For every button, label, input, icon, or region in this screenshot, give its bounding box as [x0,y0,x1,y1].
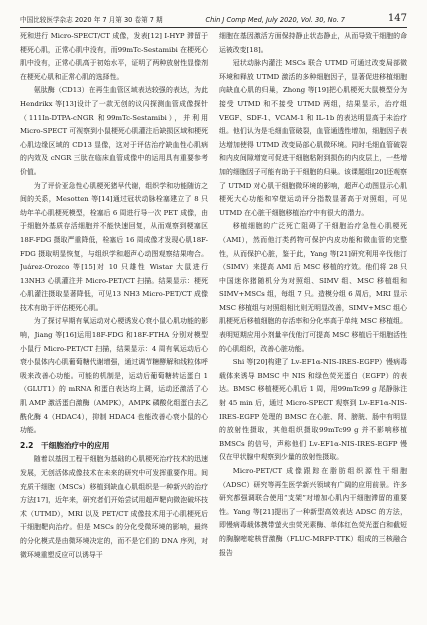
section-heading: 2.2 干细胞治疗中的应用 [20,440,110,450]
paragraph: Shi 等[20]构建了 Lv-EF1α-NIS-IRES-EGFP）慢病毒载体来诱导 BMSC 中 NIS 和绿色荧光蛋白（EGFP）的表达。BMSC 移植梗死心肌后 1 周，用99mTc99 g 尾静脉注射 45 min 后，通过 Micro-SPECT 观察到 Lv-EF1α-NIS-IRES-EGFP 处理的 BMSC 在心脏、肾、膀胱、肠中有明显的放射性摄取，其他组织摄取99mTc99 g 并不影响移植 BMSCs 的信号，声称他们 Lv-EF1α-NIS-IRES-EGFP 慢仅在甲状腺中观察到少量的放射性摄取。 [219,358,407,462]
journal-title-cn: 中国比较医学杂志 2020 年 7 月第 30 卷第 7 期 [20,16,163,24]
running-header [20,8,407,28]
right-column [219,30,407,617]
body-columns [20,30,407,617]
paragraph: 冠状动脉内灌注 MSCs 联合 UTMD 可通过改变局部微环境和释放 UTMD 激活的多种细胞因子，显著促进移植细胞向缺血心肌的归巢，Zhong 等[19]把心肌梗死大鼠模型分为接受 UTMD 和不接受 UTMD 两组，结果显示，治疗组 VEGF、SDF-1、VCAM-1 和 IL-1b 的表达明显高于未治疗组。他们认为是毛细血管破裂，血管通透性增加，细胞因子表达增加使得 UTMD 改变局部心肌微环境。同时毛细血管破裂和内皮间隙增宽可促进干细胞粘附到损伤的内皮层上，一些增加的细胞因子可能有助于干细胞的归巢。该课题组[20]还观察了 UTMD 对心肌干细胞微环境的影响，超声心动图显示心肌梗死大心功能和窄壁运动评分指数显著高于对照组，可见 UTMD 在心脏干细胞移植治疗中有很大的潜力。 [219,59,407,217]
page-number: 147 [387,13,407,24]
paragraph: 死和进行 Micro-SPECT/CT 成像，发表[12] I-HYP 滞留于梗死心肌，正常心肌中没有，而99mTc-Sestamibi 在梗死心肌中没有，正常心肌高于初始水平，证明了两种放射性显像剂在梗死心肌和正常心肌的选择性。 [20,32,208,81]
paragraph: 为了评价亚急性心肌梗死猪早代谢，组织学和功能随访之间的关系，Mesotten 等[14]通过冠状动脉栓塞建立了 8 只幼年羊心肌梗死模型，栓塞后 6 周进行导一次 PET 成像，由于细胞外基质存活细胞并不能快速回复，从而观察到梗塞区18F-FDG 摄取严重降低，栓塞后 16 周成像才发现心肌18F-FDG 摄取明显恢复，与组织学和超声心动图观察结果吻合。Juárez-Orozco 等[15]对 10 只雄性 Wistar 大鼠进行13NH3 心肌灌注并 Micro-PET/CT 扫描。结果显示：梗死心肌灌注摄取显著降低，可见13 NH3 Micro-PET/CT 成像技术有助于评估梗死心肌。 [20,181,208,312]
paragraph: 移植细胞的广泛死亡阻碍了干细胞治疗急性心肌梗死（AMI），然而他汀类药物可保护内皮功能和微血管的完整性，从而保护心脏，鉴于此，Yang 等[21]研究利用辛伐他汀（SIMV）来提高 AMI 后 MSC 移植的疗效。他们将 28 只中国迷你猪随机分为对照组、SIMV 组、MSC 移植组和 SIMV+MSCs 组，每组 7 只。造模分组 6 周后，MRI 显示 MSC 移植组与对照组相比则无明显改善，SIMV+MSC 组心肌梗死后移植细胞的存活率和分化率高于单纯 MSC 移植组。表明短期应用小剂量辛伐他汀可提高 MSC 移植后干细胞活性的心肌组织，改善心脏功能。 [219,222,407,353]
paragraph: 氨肽酶（CD13）在再生血管区域表达较强的表达，为此 Hendrikx 等[13]设计了一款无创的议闪探测血管成像探针（111In-DTPA-cNGR 和99mTc-Sestamibi），并利用 Micro-SPECT 可视察到小鼠梗死心肌灌注后缺损区域和梗死心肌边缘区域的 CD13 显像，这对于评估治疗缺血性心肌病的内效及 cNGR 三肽在临床血管成像中的运用具有重要参考价值。 [20,86,208,176]
left-column [20,30,208,617]
paragraph: 随着以基因工程干细胞为基础的心肌梗死治疗技术的迅速发展，无创活体成像技术在未来的研究中可发挥重要作用。间充质干细胞（MSCs）移植到缺血心肌组织是一种新兴的治疗方法[17]，近年来，研究者们开始尝试用超声靶向微泡破坏技术（UTMD），MRI 以及 PET/CT 成像技术用于心肌梗死后干细胞靶向治疗。但是 MSCs 的分化受微环境的影响，最终的分化模式是由微环境决定的，而不是它们的 DNA 序列，对微环境重塑反应可以诱导干 [20,455,208,559]
paragraph: Micro-PET/CT 成像跟踪在脂肪组织源性干细胞（ADSC）研究等再生医学新兴领域有广阔的应用前景。许多研究都强调联合使用“支架”对增加心肌内干细胞滞留的重要性。Yang 等[21]提出了一种新型高效表达 ADSC 的方法，即慢病毒载体携带萤火虫荧光素酶、单体红色荧光蛋白和截短的胸腺嘧啶核苷激酶（FLUC-MRFP-TTK）组成的三核融合报告 [219,467,407,557]
paragraph: 细胞在基因激活方面保持静止状态静止，从而导致干细胞的命运被改变[18]。 [219,32,407,54]
paragraph: 为了探讨早期有氧运动对心梗诱发心衰小鼠心肌功能的影响，Jiang 等[16]运用18F-FDG 和18F-FTHA 分别对模型小鼠行 Micro-PET/CT 扫描，结果显示：4 周有氧运动后心衰小鼠体内心肌葡萄糖代谢增强，通过调节糖酵解和线粒体呼吸来改善心功能。可能的机制是，运动后葡萄糖转运蛋白 1（GLUT1）的 mRNA 和蛋白表达均上调，运动还激活了心肌 AMP 激活蛋白激酶（AMPK），AMPK 磷酸化组蛋白去乙酰化酶 4（HDAC4），抑制 HDAC4 也能改善心衰小鼠的心功能。 [20,317,208,435]
journal-title-en: Chin J Comp Med, July 2020, Vol. 30, No. 7 [205,16,345,24]
